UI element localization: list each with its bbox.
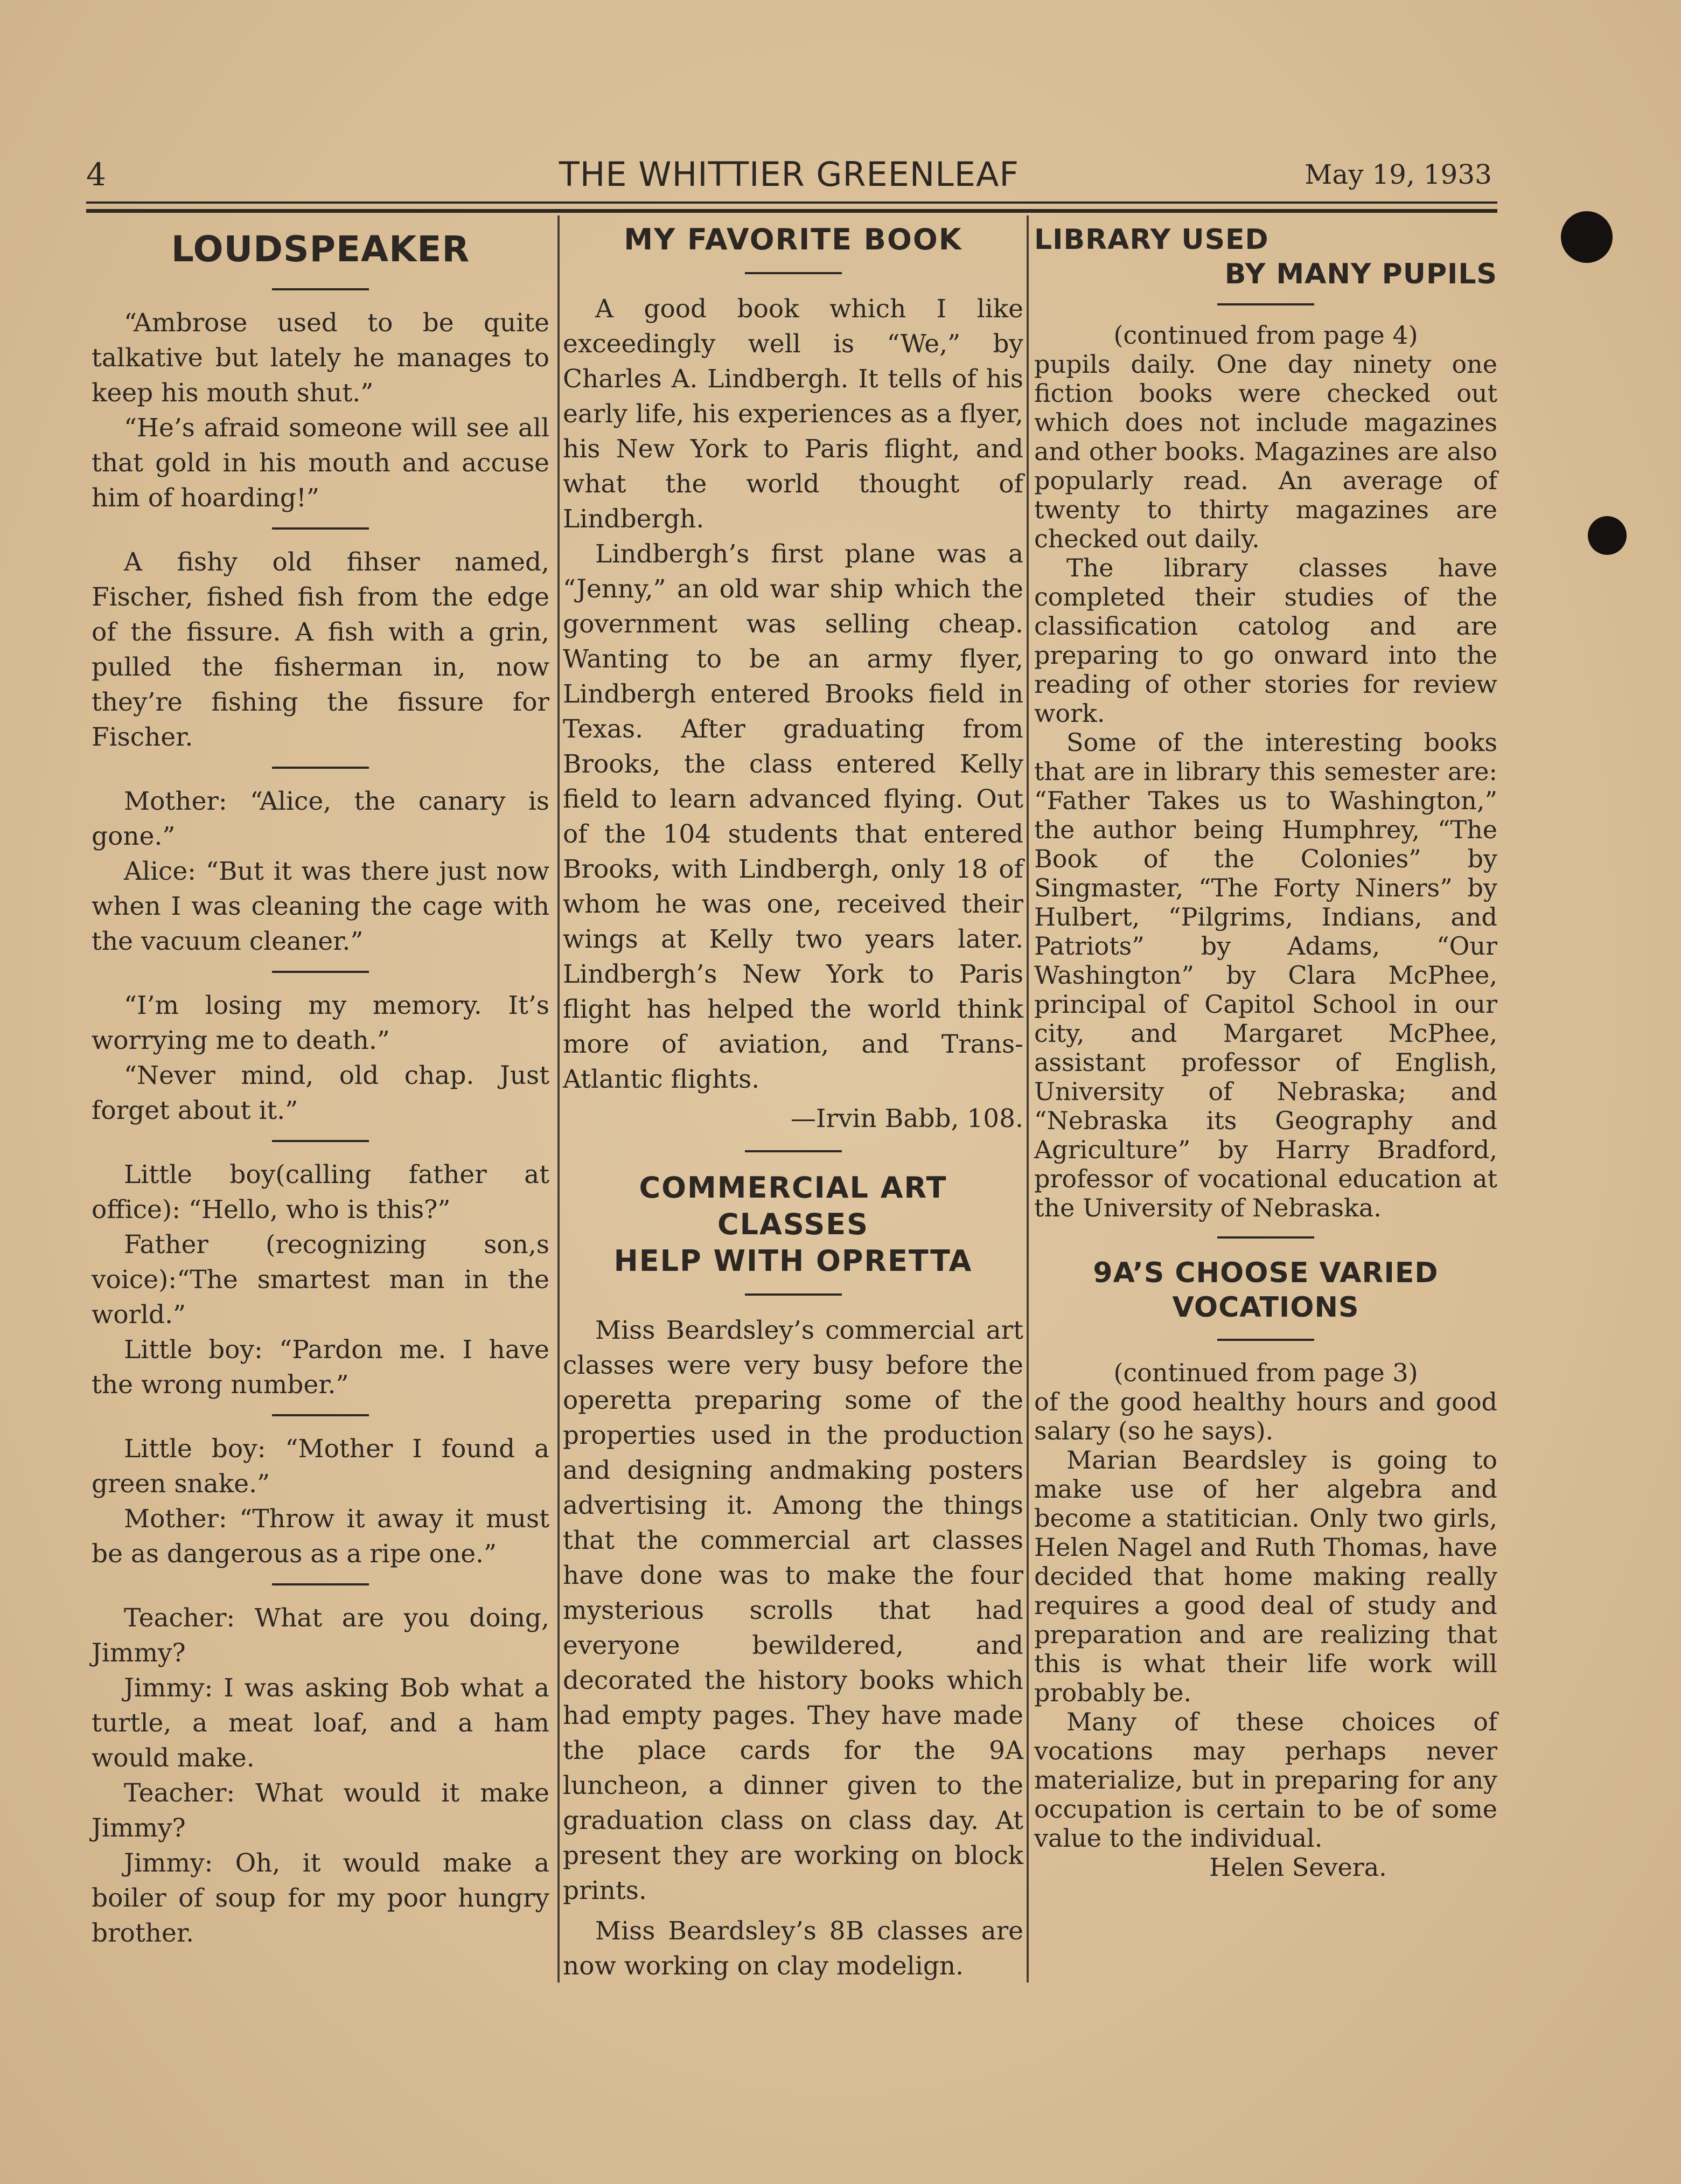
article-paragraph: Many of these choices of vocations may perhaps never materialize, but in preparing for any occupation is certain to be of some value to the individual.: [1034, 1707, 1497, 1853]
section-divider: [745, 1293, 842, 1296]
joke-line: Mother: “Throw it away it must be as dangerous as a ripe one.”: [92, 1504, 549, 1569]
article-paragraph: Miss Beardsley’s 8B classes are now working on clay modelign.: [563, 1916, 1023, 1981]
newspaper-title: THE WHITTIER GREENLEAF: [559, 155, 1020, 194]
issue-date: May 19, 1933: [1305, 159, 1492, 190]
article-byline: —Irvin Babb, 108.: [790, 1104, 1023, 1133]
article-paragraph: pupils daily. One day ninety one fiction books were checked out which does not include magazines and other books. Magazines are also popularly read. An average of twenty to thirty magazines are checked out daily.: [1034, 350, 1497, 553]
section-divider: [272, 1140, 369, 1142]
article-title-line: COMMERCIAL ART CLASSES: [639, 1171, 947, 1241]
article-paragraph: The library classes have completed their studies of the classification catolog and are preparing to go onward into the reading of other stories for review work.: [1034, 553, 1497, 728]
joke-line: Alice: “But it was there just now when I was cleaning the cage with the vacuum cleaner.”: [92, 857, 549, 956]
joke-line: Little boy: “Pardon me. I have the wrong number.”: [92, 1335, 549, 1400]
article-paragraph: Some of the interesting books that are in library this semester are: “Father Takes us to Washington,” the author being Humphrey, “The Book of the Colonies” by Singmaster, “The Forty Niners” by Hulbert, “Pilgrims, Indians, and Patriots” by Adams, “Our Washington” by Clara McPhee, principal of Capitol School in our city, and Margaret McPhee, assistant professor of English, University of Nebraska; and “Nebraska its Geography and Agriculture” by Harry Bradford, professor of vocational education at the University of Nebraska.: [1034, 728, 1497, 1222]
column-right: [1034, 218, 1497, 1882]
section-divider: [272, 527, 369, 530]
article-paragraph: Lindbergh’s first plane was a “Jenny,” an old war ship which the government was selling cheap. Wanting to be an army flyer, Lindbergh entered Brooks field in Texas. After graduating from Brooks, the class entered Kelly field to learn advanced flying. Out of the 104 students that entered Brooks, with Lindbergh, only 18 of whom he was one, received their wings at Kelly two years later. Lindbergh’s New York to Paris flight has helped the world think more of aviation, and Trans-Atlantic flights.: [563, 539, 1023, 1094]
article-title-line: HELP WITH OPRETTA: [613, 1244, 973, 1278]
column-middle: [563, 218, 1023, 1984]
section-divider: [1217, 1236, 1314, 1239]
joke-line: Jimmy: Oh, it would make a boiler of soup for my poor hungry brother.: [92, 1848, 549, 1948]
joke-line: “Ambrose used to be quite talkative but lately he manages to keep his mouth shut.”: [92, 308, 549, 408]
section-divider: [272, 971, 369, 973]
article-byline: Helen Severa.: [1209, 1853, 1387, 1882]
continued-note: (continued from page 3): [1113, 1358, 1418, 1387]
joke-line: “I’m losing my memory. It’s worrying me to death.”: [92, 991, 549, 1055]
column-divider: [1027, 215, 1029, 1983]
joke-line: Jimmy: I was asking Bob what a turtle, a meat loaf, and a ham would make.: [92, 1673, 549, 1773]
article-title: LOUDSPEAKER: [171, 228, 470, 270]
article-title-line: LIBRARY USED: [1034, 224, 1269, 256]
binder-hole: [1588, 516, 1627, 555]
article-title: MY FAVORITE BOOK: [624, 222, 962, 256]
article-title-line: BY MANY PUPILS: [1224, 258, 1497, 290]
joke-line: Little boy(calling father at office): “Hello, who is this?”: [92, 1160, 549, 1225]
section-divider: [745, 272, 842, 274]
page-header: [86, 153, 1492, 196]
continued-note: (continued from page 4): [1113, 321, 1418, 350]
joke-line: Father (recognizing son,s voice):“The smartest man in the world.”: [92, 1230, 549, 1330]
column-loudspeaker: [92, 218, 549, 1951]
section-divider: [272, 1583, 369, 1585]
header-rule: [86, 201, 1497, 204]
article-title-line: 9A’S CHOOSE VARIED: [1093, 1257, 1439, 1289]
column-divider: [557, 215, 560, 1983]
article-paragraph: of the good healthy hours and good salary (so he says).: [1034, 1387, 1497, 1445]
article-paragraph: Marian Beardsley is going to make use of her algebra and become a statitician. Only two girls, Helen Nagel and Ruth Thomas, have decided that home making really requires a good deal of study and preparation and are realizing that this is what their life work will probably be.: [1034, 1445, 1497, 1707]
joke-line: “He’s afraid someone will see all that gold in his mouth and accuse him of hoarding!”: [92, 413, 549, 513]
page-number: 4: [86, 156, 106, 193]
article-title-line: VOCATIONS: [1172, 1291, 1359, 1324]
section-divider: [272, 767, 369, 769]
section-divider: [272, 1414, 369, 1416]
section-divider: [745, 1150, 842, 1152]
section-divider: [272, 288, 369, 290]
binder-hole: [1561, 211, 1613, 263]
joke-line: Teacher: What are you doing, Jimmy?: [92, 1603, 549, 1668]
section-divider: [1217, 303, 1314, 305]
article-paragraph: A good book which I like exceedingly well is “We,” by Charles A. Lindbergh. It tells of his early life, his experiences as a flyer, his New York to Paris flight, and what the world thought of Lindbergh.: [563, 294, 1023, 534]
joke-line: Little boy: “Mother I found a green snake.”: [92, 1434, 549, 1499]
joke-line: Mother: “Alice, the canary is gone.”: [92, 787, 549, 851]
joke-line: Teacher: What would it make Jimmy?: [92, 1778, 549, 1843]
joke-line: A fishy old fihser named, Fischer, fished fish from the edge of the fissure. A fish with a grin, pulled the fisherman in, now they’re fishing the fissure for Fischer.: [92, 547, 549, 752]
article-paragraph: Miss Beardsley’s commercial art classes were very busy before the operetta preparing some of the properties used in the production and designing andmaking posters advertising it. Among the things that the commercial art classes have done was to make the four mysterious scrolls that had everyone bewildered, and decorated the history books which had empty pages. They have made the place cards for the 9A luncheon, a dinner given to the graduation class on class day. At present they are working on block prints.: [563, 1316, 1023, 1905]
header-rule-thick: [86, 209, 1497, 213]
section-divider: [1217, 1339, 1314, 1341]
joke-line: “Never mind, old chap. Just forget about it.”: [92, 1061, 549, 1125]
